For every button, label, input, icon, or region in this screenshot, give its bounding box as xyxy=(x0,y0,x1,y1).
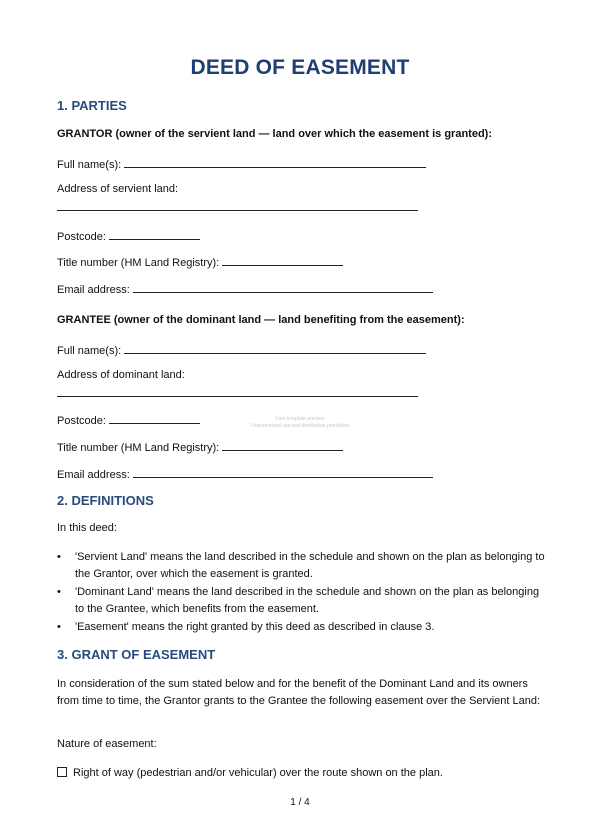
watermark-line-1: Fast template preview xyxy=(275,416,325,422)
grantee-postcode-field[interactable] xyxy=(109,412,200,424)
grantee-title-number-row xyxy=(57,439,343,454)
grant-paragraph: In consideration of the sum stated below and for the benefit of the Dominant Land and its owners from time to time, the Grantor grants to the Grantee the following easement over the Servient Land: xyxy=(57,678,541,707)
section-heading-definitions: 2. DEFINITIONS xyxy=(57,493,154,508)
section-heading-parties: 1. PARTIES xyxy=(57,98,127,113)
grantee-address-label: Address of dominant land: xyxy=(57,369,185,381)
grantor-postcode-label: Postcode: xyxy=(57,231,106,243)
bullet-icon: • xyxy=(57,621,61,633)
page-number: 1 / 4 xyxy=(290,797,310,808)
bullet-icon: • xyxy=(57,586,61,598)
grantor-address-field[interactable] xyxy=(57,210,418,211)
section-heading-grant: 3. GRANT OF EASEMENT xyxy=(57,647,216,662)
grantor-address-label: Address of servient land: xyxy=(57,183,179,195)
grantee-full-name-row xyxy=(57,342,426,357)
document-title: DEED OF EASEMENT xyxy=(190,56,410,79)
easement-option-label: Right of way (pedestrian and/or vehicular) over the route shown on the plan. xyxy=(73,767,443,779)
grantee-postcode-label: Postcode: xyxy=(57,415,106,427)
grantee-email-row xyxy=(57,466,433,481)
watermark-line-2: Unauthorized use and distribution prohibited xyxy=(251,423,349,429)
grantee-heading: GRANTEE (owner of the dominant land — land benefiting from the easement): xyxy=(57,314,465,326)
grantor-email-label: Email address: xyxy=(57,284,130,296)
grantee-email-label: Email address: xyxy=(57,469,130,481)
grantee-full-name-field[interactable] xyxy=(124,342,426,354)
definition-text: 'Dominant Land' means the land described in the schedule and shown on the plan as belonging to the Grantee, which benefits from the easement. xyxy=(75,586,540,615)
definitions-intro: In this deed: xyxy=(57,522,117,534)
grantor-heading: GRANTOR (owner of the servient land — land over which the easement is granted): xyxy=(57,128,492,140)
grantee-email-field[interactable] xyxy=(133,466,433,478)
easement-option-right-of-way xyxy=(57,767,443,779)
grantor-full-name-row xyxy=(57,156,426,171)
grantor-full-name-field[interactable] xyxy=(124,156,426,168)
grantor-postcode-row xyxy=(57,228,200,243)
bullet-icon: • xyxy=(57,551,61,563)
grantee-postcode-row xyxy=(57,412,200,427)
definition-text: 'Easement' means the right granted by this deed as described in clause 3. xyxy=(75,621,435,633)
checkbox-icon[interactable] xyxy=(57,767,67,777)
grantor-postcode-field[interactable] xyxy=(109,228,200,240)
nature-of-easement-label: Nature of easement: xyxy=(57,738,157,750)
grantee-title-number-label: Title number (HM Land Registry): xyxy=(57,442,220,454)
grantee-address-field[interactable] xyxy=(57,396,418,397)
definition-text: 'Servient Land' means the land described in the schedule and shown on the plan as belonging to the Grantor, over which the easement is granted. xyxy=(75,551,545,580)
grantor-full-name-label: Full name(s): xyxy=(57,159,122,171)
grantee-title-number-field[interactable] xyxy=(222,439,343,451)
grantor-email-row xyxy=(57,281,433,296)
grantor-email-field[interactable] xyxy=(133,281,433,293)
grantee-full-name-label: Full name(s): xyxy=(57,345,122,357)
grantor-title-number-label: Title number (HM Land Registry): xyxy=(57,257,220,269)
grantor-title-number-field[interactable] xyxy=(222,254,343,266)
preview-watermark xyxy=(230,416,370,430)
grantor-title-number-row xyxy=(57,254,343,269)
